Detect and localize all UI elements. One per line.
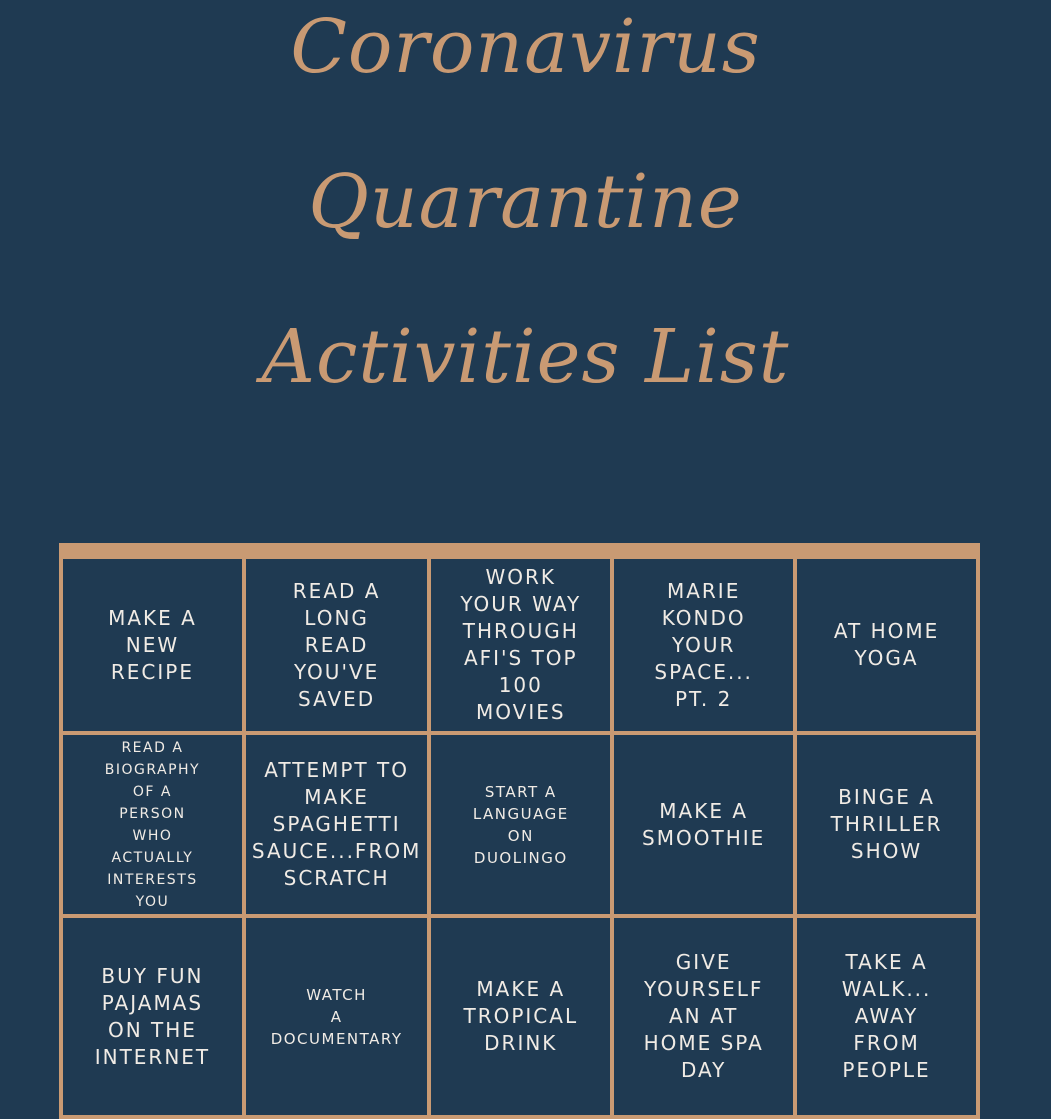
activity-text: MAKE A TROPICAL DRINK (463, 977, 579, 1055)
activity-cell-12 (246, 918, 431, 1119)
grid-header-bar (59, 543, 980, 559)
activity-text: MAKE A SMOOTHIE (642, 798, 766, 850)
activity-cell-2 (246, 559, 431, 735)
activity-text: AT HOME YOGA (833, 619, 940, 670)
title-block (0, 0, 1051, 520)
activity-text: READ A LONG READ YOU'VE SAVED (292, 578, 381, 711)
activity-text: ATTEMPT TO MAKE SPAGHETTI SAUCE...FROM SCRATCH (251, 758, 422, 890)
activity-text: MARIE KONDO YOUR SPACE... PT. 2 (654, 578, 753, 711)
activity-text: START A LANGUAGE ON DUOLINGO (472, 782, 569, 867)
title-line-1: Coronavirus (290, 4, 761, 90)
activity-text: TAKE A WALK... AWAY FROM PEOPLE (841, 950, 932, 1082)
activity-cell-5 (797, 559, 980, 735)
activity-cell-4 (614, 559, 797, 735)
activity-text: BUY FUN PAJAMAS ON THE INTERNET (94, 963, 211, 1069)
activities-grid (59, 559, 980, 1119)
activity-cell-1 (63, 559, 246, 735)
activity-text: GIVE YOURSELF AN AT HOME SPA DAY (643, 950, 764, 1082)
activity-text: WATCH A DOCUMENTARY (270, 985, 403, 1048)
activity-cell-6 (63, 735, 246, 918)
activity-text: BINGE A THRILLER SHOW (830, 785, 943, 863)
activity-cell-13 (431, 918, 614, 1119)
activity-cell-3 (431, 559, 614, 735)
activity-cell-10 (797, 735, 980, 918)
activity-cell-7 (246, 735, 431, 918)
activity-cell-9 (614, 735, 797, 918)
activity-cell-8 (431, 735, 614, 918)
activity-text: READ A BIOGRAPHY OF A PERSON WHO ACTUALLY INTERESTS YOU (104, 739, 201, 910)
activity-text: MAKE A NEW RECIPE (108, 605, 197, 684)
activity-cell-11 (63, 918, 246, 1119)
title-line-2: Quarantine (308, 159, 743, 245)
activity-text: WORK YOUR WAY THROUGH AFI'S TOP 100 MOVIES (460, 565, 582, 724)
activity-cell-15 (797, 918, 980, 1119)
title-line-3: Activities List (261, 314, 790, 400)
activity-cell-14 (614, 918, 797, 1119)
